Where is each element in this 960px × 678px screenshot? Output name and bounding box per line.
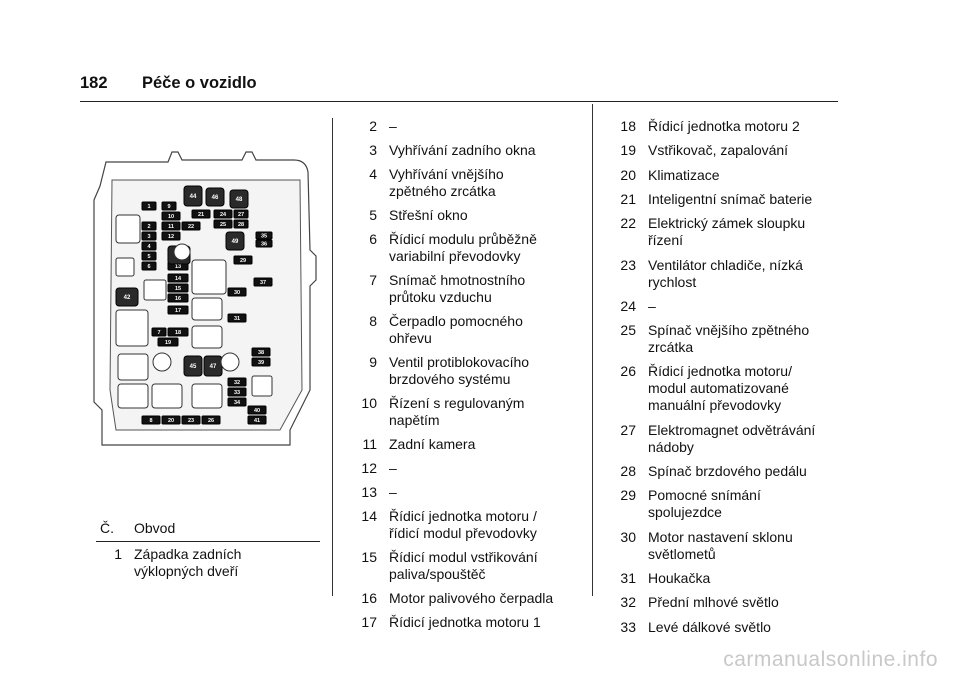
fuse-label: 41	[253, 418, 261, 425]
fuse-label: 8	[149, 418, 153, 425]
description-line: Řídicí jednotka motoru 1	[389, 614, 541, 630]
fuse-description	[648, 118, 800, 135]
fuse-description	[389, 231, 537, 265]
fuse-number: 29	[620, 487, 636, 504]
fuse-label: 36	[260, 241, 268, 248]
fuse-label: 35	[260, 233, 268, 240]
relay-box	[116, 215, 140, 243]
table-header-rule	[96, 541, 320, 542]
connector-circle	[153, 353, 171, 371]
fuse-description	[389, 354, 529, 388]
description-line: řízení	[648, 232, 684, 249]
fuse-description	[389, 484, 397, 501]
fuse-number: 28	[620, 463, 636, 479]
fuse-label: 14	[174, 276, 182, 283]
fuse-number: 10	[361, 395, 377, 411]
fuse-label: 23	[187, 418, 195, 425]
description-line: –	[389, 460, 397, 476]
fuse-label: 31	[233, 316, 241, 323]
column-separator-2	[592, 104, 593, 596]
relay-box	[118, 354, 148, 380]
description-line: Střešní okno	[389, 207, 468, 223]
description-line: brzdového systému	[389, 371, 511, 387]
description-line: řídicí modul převodovky	[389, 525, 537, 541]
page-number: 182	[80, 74, 108, 92]
description-line: Vyhřívání zadního okna	[389, 142, 536, 158]
fuse-number: 1	[114, 546, 122, 562]
fuse-label: 11	[168, 224, 174, 231]
fuse-description	[389, 614, 541, 631]
fuse-description	[648, 422, 815, 456]
fuse-number: 12	[361, 460, 377, 476]
fuse-number: 15	[361, 549, 377, 565]
fuse-number: 4	[369, 166, 377, 182]
description-line: zpětného zrcátka	[389, 183, 496, 199]
fuse-label: 48	[235, 197, 243, 204]
fuse-number: 30	[620, 528, 636, 545]
fuse-label: 2	[147, 224, 151, 231]
fuse-number: 17	[361, 614, 377, 630]
connector-circle	[174, 244, 190, 260]
fuse-number: 19	[620, 142, 636, 159]
description-line: Vyhřívání vnějšího	[389, 166, 504, 182]
description-line: světlometů	[648, 545, 716, 562]
fuse-box-svg	[80, 140, 320, 475]
column-circuit-header: Obvod	[134, 520, 176, 536]
fuse-label: 17	[174, 308, 182, 315]
description-line: výklopných dveří	[134, 563, 239, 579]
fuse-label: 39	[257, 360, 265, 367]
fuse-number: 9	[369, 354, 377, 370]
fuse-description	[389, 142, 536, 159]
fuse-description	[648, 215, 805, 249]
description-line: Ventil protiblokovacího	[389, 354, 530, 370]
fuse-label: 5	[147, 254, 151, 261]
fuse-label: 12	[167, 234, 175, 241]
description-line: variabilní převodovky	[389, 248, 521, 264]
fuse-label: 30	[233, 290, 241, 297]
fuse-description	[389, 118, 397, 135]
description-line: Spínač brzdového pedálu	[648, 463, 807, 479]
description-line: Přední mlhové světlo	[648, 594, 779, 611]
fuse-number: 6	[369, 231, 377, 247]
column-separator-1	[332, 118, 333, 596]
fuse-number: 33	[620, 618, 636, 635]
relay-box	[192, 384, 222, 408]
description-line: modul automatizované	[648, 380, 789, 397]
page-title: Péče o vozidlo	[142, 74, 257, 92]
fuse-description	[389, 460, 397, 477]
relay-box	[252, 376, 272, 396]
connector-circle	[221, 353, 239, 371]
fuse-number: 24	[620, 297, 636, 314]
fuse-number: 11	[362, 436, 377, 452]
description-line: rychlost	[648, 273, 697, 290]
fuse-number: 16	[361, 590, 377, 606]
fuse-label: 21	[197, 212, 205, 219]
fuse-description	[648, 298, 656, 315]
fuse-description	[648, 142, 788, 159]
fuse-label: 25	[219, 222, 227, 229]
description-line: Motor palivového čerpadla	[389, 590, 554, 606]
fuse-label: 34	[233, 400, 241, 407]
relay-box	[192, 298, 222, 320]
fuse-number: 20	[620, 166, 636, 183]
description-line: ohřevu	[389, 330, 432, 346]
fuse-description	[389, 272, 525, 306]
fuse-description	[648, 529, 793, 563]
fuse-label: 29	[239, 258, 247, 265]
fuse-label: 38	[257, 350, 265, 357]
fuse-label: 20	[167, 418, 175, 425]
fuse-description	[389, 549, 538, 583]
description-line: Klimatizace	[648, 166, 720, 183]
fuse-number: 26	[620, 363, 636, 380]
fuse-number: 5	[369, 207, 377, 223]
description-line: manuální převodovky	[648, 397, 782, 414]
description-line: –	[648, 297, 656, 314]
fuse-label: 10	[167, 214, 175, 221]
relay-box	[152, 384, 182, 408]
fuse-label: 32	[233, 380, 241, 387]
description-line: Řídicí modulu průběžně	[389, 231, 537, 247]
description-line: –	[389, 118, 397, 134]
fuse-label: 46	[211, 195, 219, 202]
relay-box	[192, 326, 222, 348]
description-line: zrcátka	[648, 339, 694, 356]
description-line: Řídicí jednotka motoru /	[389, 508, 537, 524]
fuse-number: 8	[369, 313, 377, 329]
fuse-description	[389, 590, 553, 607]
fuse-description	[648, 487, 761, 521]
fuse-description	[648, 570, 710, 587]
fuse-label: 4	[147, 244, 151, 251]
description-line: Řízení s regulovaným	[389, 395, 525, 411]
description-line: Pomocné snímání	[648, 487, 761, 504]
fuse-label: 45	[189, 364, 197, 371]
fuse-label: 27	[237, 212, 245, 219]
fuse-label: 16	[174, 296, 182, 303]
relay-box	[144, 280, 166, 300]
fuse-label: 22	[187, 224, 195, 231]
fuse-number: 7	[369, 272, 377, 288]
description-line: Elektromagnet odvětrávání	[648, 421, 816, 438]
fuse-description	[389, 207, 468, 224]
description-line: Houkačka	[648, 569, 711, 586]
fuse-description	[389, 313, 523, 347]
watermark: carmanualsonline.info	[723, 648, 938, 671]
fuse-description	[648, 191, 812, 208]
description-line: –	[389, 484, 397, 500]
relay-box	[116, 258, 134, 276]
fuse-number: 3	[369, 142, 377, 158]
fuse-label: 28	[237, 222, 245, 229]
fuse-description	[389, 395, 524, 429]
description-line: Řídicí modul vstřikování	[389, 549, 538, 565]
relay-box	[116, 310, 148, 346]
fuse-label: 26	[207, 418, 215, 425]
description-line: napětím	[389, 412, 440, 428]
fuse-number: 23	[620, 256, 636, 273]
header-rule	[80, 101, 838, 102]
fuse-label: 40	[253, 408, 261, 415]
fuse-label: 44	[189, 194, 197, 201]
fuse-label: 47	[209, 364, 217, 371]
fuse-number: 18	[620, 118, 636, 134]
fuse-description	[648, 363, 792, 414]
fuse-description	[389, 436, 475, 453]
description-line: Čerpadlo pomocného	[389, 313, 523, 329]
fuse-label: 9	[167, 204, 171, 211]
fuse-label: 18	[174, 330, 182, 337]
fuse-label: 42	[123, 295, 131, 302]
fuse-label: 13	[174, 264, 182, 271]
description-line: nádoby	[648, 438, 694, 455]
fuse-label: 15	[174, 286, 182, 293]
description-line: Spínač vnějšího zpětného	[648, 322, 810, 339]
description-line: Levé dálkové světlo	[648, 618, 771, 635]
fuse-label: 37	[259, 280, 267, 287]
fuse-number: 27	[620, 421, 636, 438]
description-line: Ventilátor chladiče, nízká	[648, 256, 803, 273]
fuse-description	[389, 508, 537, 542]
description-line: Inteligentní snímač baterie	[648, 190, 813, 207]
fuse-label: 7	[157, 330, 161, 337]
fuse-description	[648, 619, 771, 636]
fuse-number: 13	[361, 484, 377, 500]
description-line: Řídicí jednotka motoru 2	[648, 118, 800, 134]
fuse-label: 33	[233, 390, 241, 397]
column-number-header: Č.	[100, 520, 114, 536]
fuse-description	[648, 167, 720, 184]
description-line: Vstřikovač, zapalování	[648, 142, 789, 159]
fuse-number: 25	[620, 322, 636, 339]
fuse-label: 6	[147, 264, 151, 271]
fuse-description	[389, 166, 504, 200]
fuse-description	[648, 594, 779, 611]
fuse-number: 2	[369, 118, 377, 134]
description-line: Západka zadních	[134, 546, 242, 562]
fuse-label: 49	[231, 239, 239, 246]
fuse-description	[648, 257, 803, 291]
fuse-box-diagram	[80, 140, 320, 475]
fuse-number: 31	[620, 569, 636, 586]
description-line: Elektrický zámek sloupku	[648, 215, 806, 232]
fuse-description	[648, 322, 809, 356]
fuse-label: 3	[147, 234, 151, 241]
fuse-description	[648, 463, 807, 480]
fuse-number: 14	[361, 508, 377, 524]
fuse-label: 24	[219, 212, 227, 219]
relay-box	[118, 384, 148, 408]
relay-box	[192, 260, 226, 294]
fuse-number: 22	[620, 215, 636, 232]
fuse-number: 32	[620, 594, 636, 611]
fuse-label: 1	[147, 204, 151, 211]
description-line: Motor nastavení sklonu	[648, 528, 793, 545]
description-line: průtoku vzduchu	[389, 289, 492, 305]
description-line: Řídicí jednotka motoru/	[648, 363, 792, 380]
description-line: spolujezdce	[648, 504, 722, 521]
fuse-number: 21	[620, 190, 636, 207]
description-line: Snímač hmotnostního	[389, 272, 526, 288]
description-line: paliva/spouštěč	[389, 566, 486, 582]
fuse-description	[134, 546, 241, 580]
description-line: Zadní kamera	[389, 436, 476, 452]
fuse-label: 19	[164, 340, 172, 347]
